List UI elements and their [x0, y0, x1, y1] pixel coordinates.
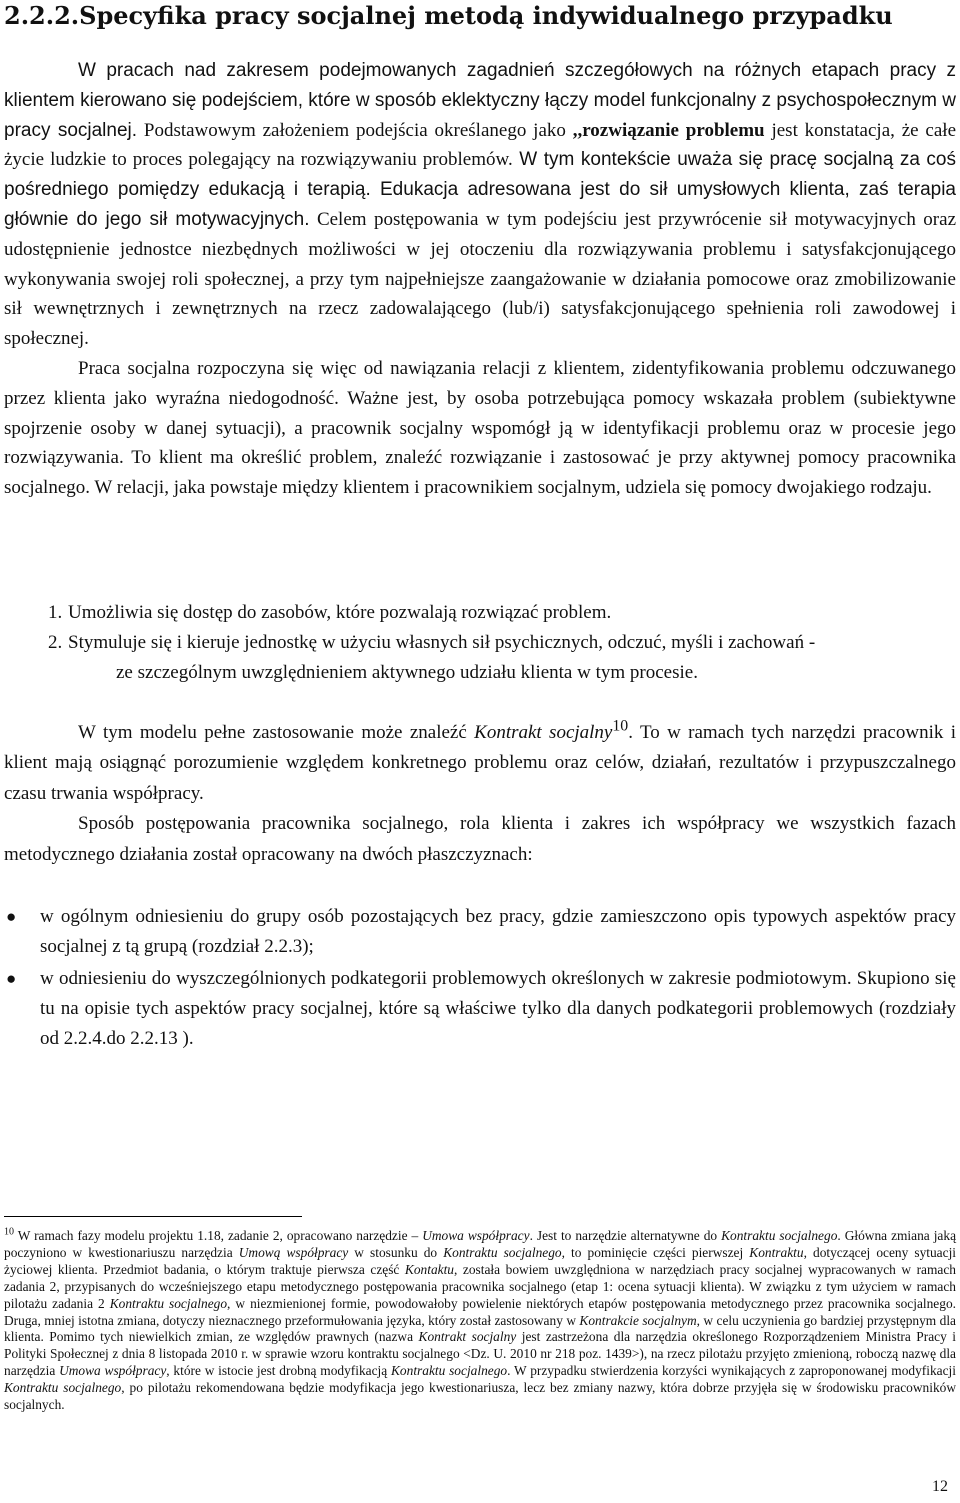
intro-serif-text-a: Podstawowym założeniem podejścia określanego jako	[137, 119, 573, 141]
footnote-divider	[4, 1216, 302, 1217]
footnote-italic: Kontraktu	[749, 1244, 804, 1260]
footnote-text: , w celu uczynienia go bardziej przystępnym dla klienta. Pomimo tych niewielkich zmian, ze względów prawnych (nazwa	[4, 1312, 956, 1345]
footnote-text: w stosunku do	[348, 1244, 444, 1260]
footnote-italic: Umową współpracy	[238, 1244, 349, 1260]
footnote-italic: Kontrakcie socjalnym	[579, 1312, 697, 1328]
paragraph-3-text-a: W tym modelu pełne zastosowanie może znaleźć	[78, 722, 475, 743]
paragraph-2: Praca socjalna rozpoczyna się więc od nawiązania relacji z klientem, zidentyfikowania problemu odczuwanego przez klienta jako wyraźna niedogodność. Ważne jest, by osoba potrzebująca pomocy wskazała problem (subiektywne spojrzenie osoby w danej sytuacji), a pracownik socjalny wspomógł ją w identyfikacji problemu oraz w procesie jego rozwiązywania. To klient ma określić problem, znaleźć rozwiązanie i zastosować je przy aktywnej pomocy pracownika socjalnego. W relacji, jaka powstaje między klientem i pracownikiem socjalnym, udziela się pomocy dwojakiego rodzaju.	[4, 357, 956, 499]
footnote-text: , dotyczącej oceny sytuacji życiowej klienta. Przedmiot badania, o którym traktuje pierwsza część	[4, 1244, 957, 1277]
section-heading	[4, 0, 893, 32]
intro-bold-term: ,,rozwiązanie problemu	[572, 119, 765, 141]
paragraph-3-italic: Kontrakt socjalny	[474, 722, 613, 743]
footnote-italic: Kontraktu socjalnego	[391, 1363, 508, 1379]
intro-paragraph-block	[4, 56, 956, 503]
paragraph-3	[4, 718, 956, 809]
footnote-italic: Kontraktu socjalnego	[109, 1295, 228, 1311]
footnote-text: , została bowiem uwzględniona w narzędziach pracy socjalnej wypracowanych w ramach zadania 2, przypisanych do wcześniejszego etapu metodycznego postępowania pracownika socjalnego (etap 1: ocena sytuacji klienta). W związku z tym użyciem w ramach pilotażu zadania 2	[4, 1261, 956, 1311]
list-item-text: Stymuluje się i kieruje jednostkę w użyciu własnych sił psychicznych, odczuć, myśli i zachowań -	[68, 632, 816, 653]
section-number: 2.2.2.	[4, 1, 80, 30]
paragraph-4: Sposób postępowania pracownika socjalnego, rola klienta i zakres ich współpracy we wszystkich fazach metodycznego działania został opracowany na dwóch płaszczyznach:	[4, 813, 956, 865]
list-item-number: 1.	[48, 602, 63, 623]
bullet-list	[4, 902, 956, 1056]
footnote-text: , to pominięcie części pierwszej	[561, 1244, 750, 1260]
section-title: Specyfika pracy socjalnej metodą indywidualnego przypadku	[79, 1, 893, 30]
footnote-text: . Główna zmiana jaką poczyniono w kwestionariuszu narzędzia	[4, 1228, 957, 1260]
bullet-icon: ●	[6, 969, 17, 988]
intro-serif-text-b: jest konstatacja, że całe życie ludzkie to proces polegający na rozwiązywaniu problemów.	[4, 119, 957, 171]
list-item	[4, 598, 956, 628]
list-item	[4, 628, 956, 688]
intro-serif-text-c: Celem postępowania w tym podejściu jest przywrócenie sił motywacyjnych oraz udostępnienie jednostce niezbędnych możliwości w jej otoczeniu dla rozwiązywania problemu i satysfakcjonującego wykonywania swojej roli społecznej, a przy tym najpełniejsze zaangażowanie w działania pomocowe oraz zmobilizowanie sił wewnętrznych i zewnętrznych na rzecz zadowalającego (lub/i) satysfakcjonującego spełnienia roli zawodowej i społecznej.	[4, 208, 956, 350]
footnote-text: jest zastrzeżona dla narzędzia określonego Rozporządzeniem Ministra Pracy i Polityki Społecznej z dnia 8 listopada 2010 r. w sprawie wzoru kontraktu socjalnego <Dz. U. 2010 nr 218 poz. 1439>), na rzecz pilotażu przyjęto zmienioną, roboczą nazwę dla narzędzia	[4, 1329, 957, 1379]
footnote-text: . W przypadku stwierdzenia korzyści wynikających z zaproponowanej modyfikacji	[507, 1363, 956, 1379]
footnote-mark: 10	[4, 1226, 14, 1238]
numbered-list	[4, 598, 956, 688]
footnote-text: . Jest to narzędzie alternatywne do	[529, 1228, 722, 1243]
footnote-italic: Kontraktu socjalnego	[443, 1244, 562, 1260]
footnote-text: W ramach fazy modelu projektu 1.18, zadanie 2, opracowano narzędzie –	[14, 1228, 423, 1243]
footnote-text: , które w istocie jest drobną modyfikacją	[166, 1363, 391, 1379]
footnote-italic: Kontrakt socjalny	[418, 1329, 517, 1345]
bullet-item	[4, 964, 956, 1054]
list-item-number: 2.	[48, 632, 63, 653]
intro-sans-text: W pracach nad zakresem podejmowanych zagadnień szczegółowych na różnych etapach pracy z klientem kierowano się podejściem, które w sposób eklektyczny łączy model funkcjonalny z psychospołecznym w pracy socjalnej.	[4, 60, 956, 141]
footnote-italic: Umowa współpracy	[59, 1363, 167, 1379]
footnote	[4, 1228, 956, 1414]
bullet-icon: ●	[6, 907, 17, 926]
list-item-continuation: ze szczególnym uwzględnieniem aktywnego udziału klienta w tym procesie.	[116, 662, 698, 683]
list-item-text: Umożliwia się dostęp do zasobów, które pozwalają rozwiązać problem.	[68, 602, 612, 623]
footnote-italic: Kontraktu socjalnego	[4, 1380, 122, 1396]
footnote-text: , w niezmienionej formie, powodowałoby powielenie niektórych etapów postępowania metodycznego przez pracownika socjalnego. Druga, mniej istotna zmiana, dotyczy nieznacznego przeformułowania języka, który został zastosowany w	[4, 1295, 956, 1328]
footnote-italic: Kontraktu socjalnego	[721, 1228, 838, 1243]
intro-paragraph	[4, 56, 956, 354]
paragraph-block-2	[4, 718, 956, 870]
bullet-item	[4, 902, 956, 962]
footnote-text: , po pilotażu rekomendowana będzie modyfikacja jego kwestionariusza, lecz bez zmiany nazwy, która dobrze przyjęła się w środowisku pracowników socjalnych.	[4, 1380, 956, 1413]
footnote-italic: Umowa współpracy	[422, 1228, 530, 1243]
bullet-item-text: w odniesieniu do wyszczególnionych podkategorii problemowych określonych w zakresie podmiotowym. Skupiono się tu na opisie tych aspektów pracy socjalnej, które są właściwe tylko dla danych podkategorii problemowych (rozdziały od 2.2.4.do 2.2.13 ).	[40, 968, 956, 1049]
intro-sans-text-2: W tym kontekście uważa się pracę socjalną za coś pośredniego pomiędzy edukacją i terapią. Edukacja adresowana jest do sił umysłowych klienta, zaś terapia głównie do jego sił motywacyjnych.	[4, 149, 956, 230]
bullet-item-text: w ogólnym odniesieniu do grupy osób pozostających bez pracy, gdzie zamieszczono opis typowych aspektów pracy socjalnej z tą grupą (rozdział 2.2.3);	[40, 906, 956, 957]
page-number: 12	[932, 1478, 948, 1495]
paragraph-3-text-b: . To w ramach tych narzędzi pracownik i klient mają osiągnąć porozumienie względem konkretnego problemu oraz celów, działań, rezultatów i przypuszczalnego czasu trwania współpracy.	[4, 722, 956, 804]
footnote-reference: 10	[612, 717, 629, 735]
footnote-italic: Kontaktu	[404, 1261, 455, 1277]
